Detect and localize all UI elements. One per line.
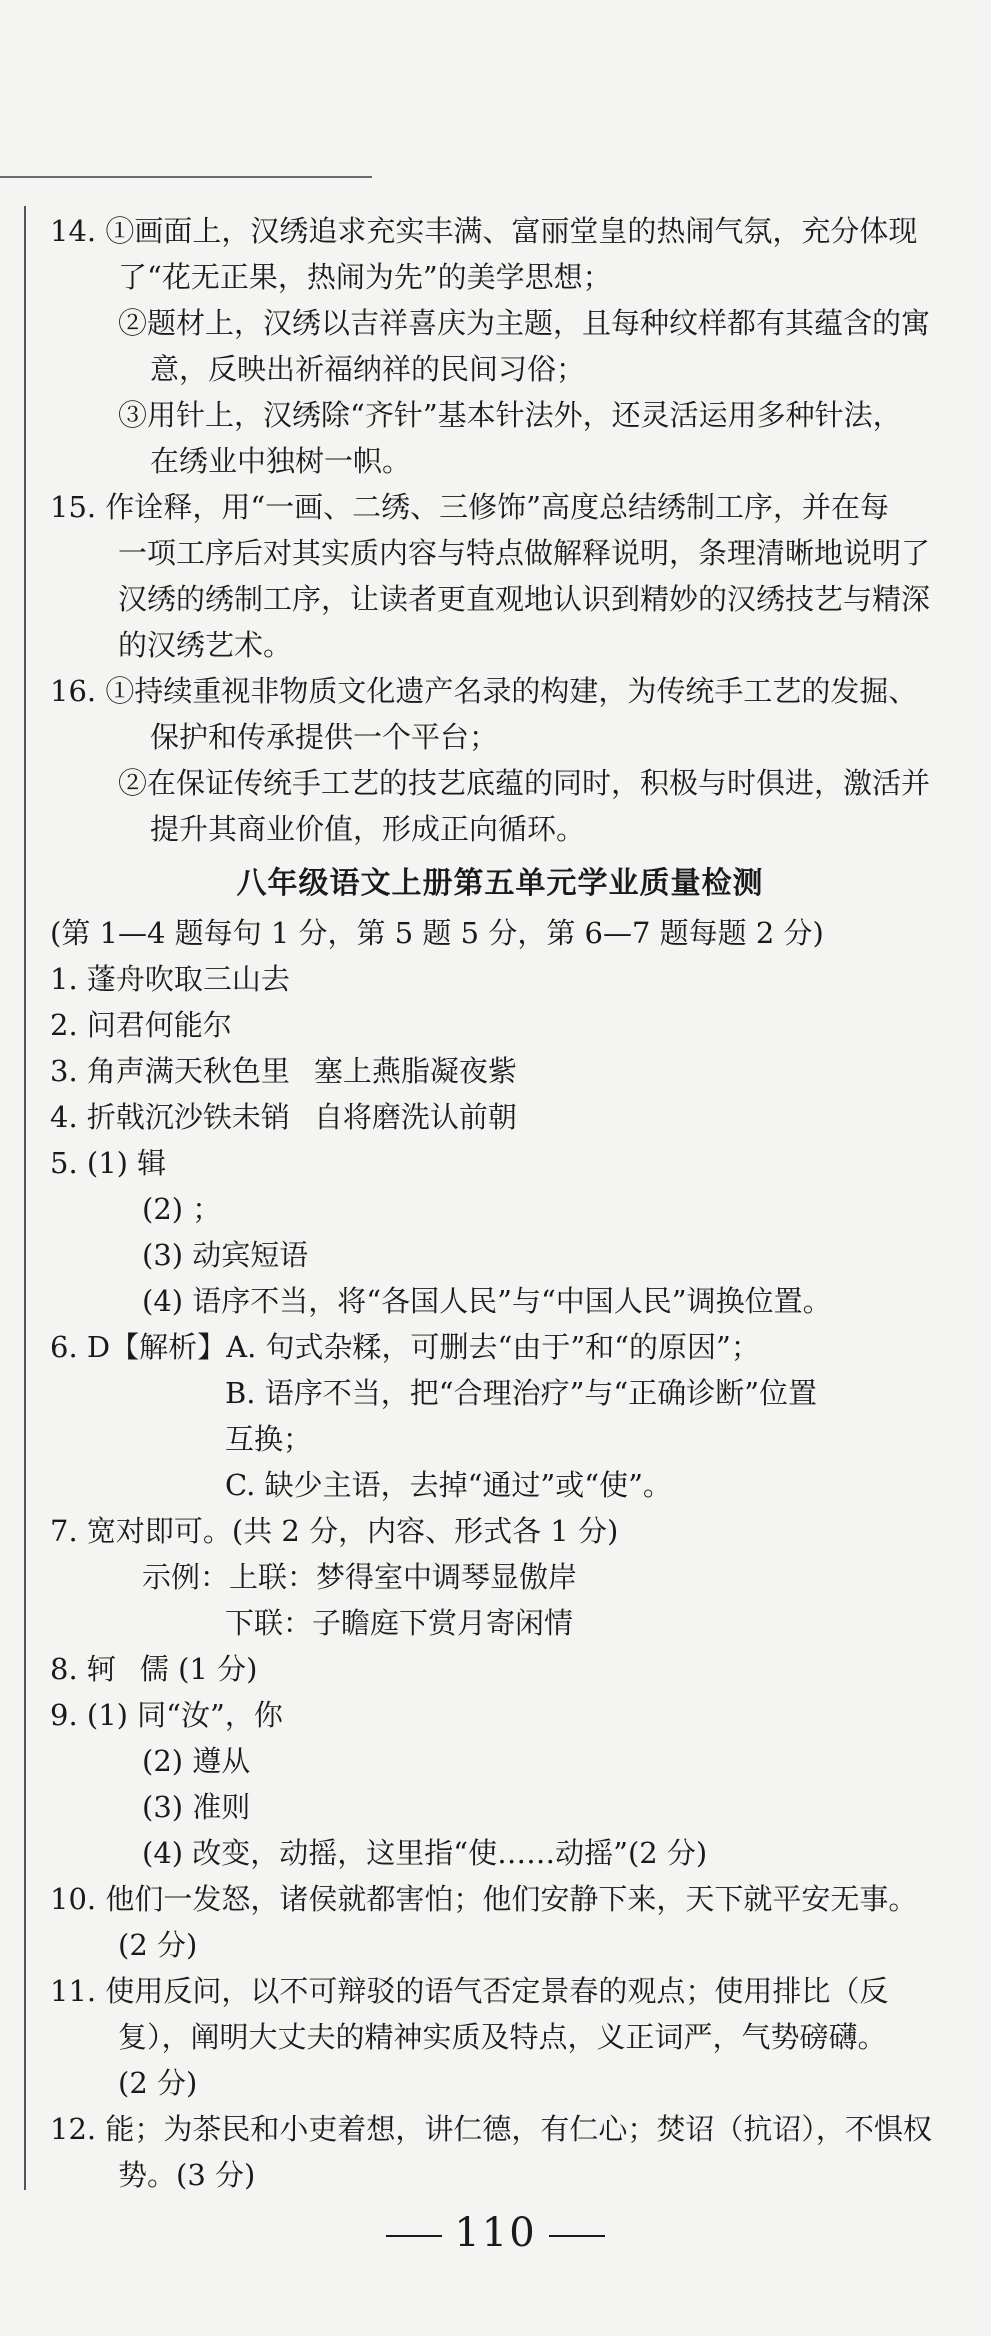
answer-line: ②在保证传统手工艺的技艺底蕴的同时，积极与时俱进，激活并 [118, 766, 931, 800]
dash-left [386, 2235, 442, 2237]
answer-line: 势。(3 分) [118, 2158, 256, 2192]
answer-text: 8. 轲 [50, 1652, 116, 1686]
answer-line: B. 语序不当，把“合理治疗”与“正确诊断”位置 [225, 1376, 818, 1410]
page-number-text: 110 [454, 2210, 537, 2256]
answer-line: (第 1—4 题每句 1 分，第 5 题 5 分，第 6—7 题每题 2 分) [50, 916, 824, 950]
answer-line: (3) 动宾短语 [142, 1238, 309, 1272]
answer-line: (2 分) [118, 1928, 198, 1962]
answer-line: 复），阐明大丈夫的精神实质及特点，义正词严，气势磅礴。 [118, 2020, 887, 2054]
answer-line: (2) 遵从 [142, 1744, 251, 1778]
answer-text: 4. 折戟沉沙铁未销 [50, 1100, 290, 1134]
answer-line: 了“花无正果，热闹为先”的美学思想； [118, 260, 612, 294]
answer-line: 提升其商业价值，形成正向循环。 [150, 812, 586, 846]
answer-line: 10. 他们一发怒，诸侯就都害怕；他们安静下来，天下就平安无事。 [50, 1882, 918, 1916]
page-number [0, 2210, 991, 2256]
answer-line: ③用针上，汉绣除“齐针”基本针法外，还灵活运用多种针法， [118, 398, 902, 432]
answer-line [50, 1048, 950, 1094]
answer-line: 2. 问君何能尔 [50, 1008, 232, 1042]
answer-line: 7. 宽对即可。(共 2 分，内容、形式各 1 分) [50, 1514, 619, 1548]
answer-line: 汉绣的绣制工序，让读者更直观地认识到精妙的汉绣技艺与精深 [118, 582, 931, 616]
answer-line: 下联：子瞻庭下赏月寄闲情 [225, 1606, 574, 1640]
answer-line: ②题材上，汉绣以吉祥喜庆为主题，且每种纹样都有其蕴含的寓 [118, 306, 931, 340]
answer-text: 自将磨洗认前朝 [313, 1100, 517, 1134]
header-rule [0, 176, 372, 178]
answer-line: (4) 语序不当，将“各国人民”与“中国人民”调换位置。 [142, 1284, 832, 1318]
answer-line: 示例：上联：梦得室中调琴显傲岸 [142, 1560, 578, 1594]
answer-line: 9. (1) 同“汝”，你 [50, 1698, 283, 1732]
dash-right [549, 2235, 605, 2237]
answer-line: 互换； [225, 1422, 313, 1456]
answer-line: 5. (1) 辑 [50, 1146, 167, 1180]
answer-line: 14. ①画面上，汉绣追求充实丰满、富丽堂皇的热闹气氛，充分体现 [50, 214, 918, 248]
answer-text: 塞上燕脂凝夜紫 [313, 1054, 517, 1088]
answer-line: 11. 使用反问，以不可辩驳的语气否定景春的观点；使用排比（反 [50, 1974, 889, 2008]
answer-line: (2 分) [118, 2066, 198, 2100]
answer-line: 16. ①持续重视非物质文化遗产名录的构建，为传统手工艺的发掘、 [50, 674, 918, 708]
answer-line: 的汉绣艺术。 [118, 628, 293, 662]
answer-text: 3. 角声满天秋色里 [50, 1054, 290, 1088]
answer-line: (4) 改变，动摇，这里指“使……动摇”(2 分) [142, 1836, 708, 1870]
answer-line [50, 1094, 950, 1140]
answer-line: 12. 能；为茶民和小吏着想，讲仁德，有仁心；焚诏（抗诏），不惧权 [50, 2112, 932, 2146]
margin-line [24, 206, 26, 2190]
answer-line: (3) 准则 [142, 1790, 251, 1824]
answer-line: 意，反映出祈福纳祥的民间习俗； [150, 352, 586, 386]
answer-text: 儒 (1 分) [139, 1652, 258, 1686]
section-title: 八年级语文上册第五单元学业质量检测 [236, 866, 764, 901]
answer-line: 1. 蓬舟吹取三山去 [50, 962, 290, 996]
answer-line: 一项工序后对其实质内容与特点做解释说明，条理清晰地说明了 [118, 536, 931, 570]
answer-line: C. 缺少主语，去掉“通过”或“使”。 [225, 1468, 672, 1502]
answer-line: 15. 作诠释，用“一画、二绣、三修饰”高度总结绣制工序，并在每 [50, 490, 889, 524]
answer-line: 保护和传承提供一个平台； [150, 720, 499, 754]
answer-line: 6. D【解析】A. 句式杂糅，可删去“由于”和“的原因”； [50, 1330, 760, 1364]
answer-line: (2) ； [142, 1192, 222, 1226]
answer-line [50, 1646, 950, 1692]
answer-line: 在绣业中独树一帜。 [150, 444, 412, 478]
answer-content [50, 208, 950, 2198]
